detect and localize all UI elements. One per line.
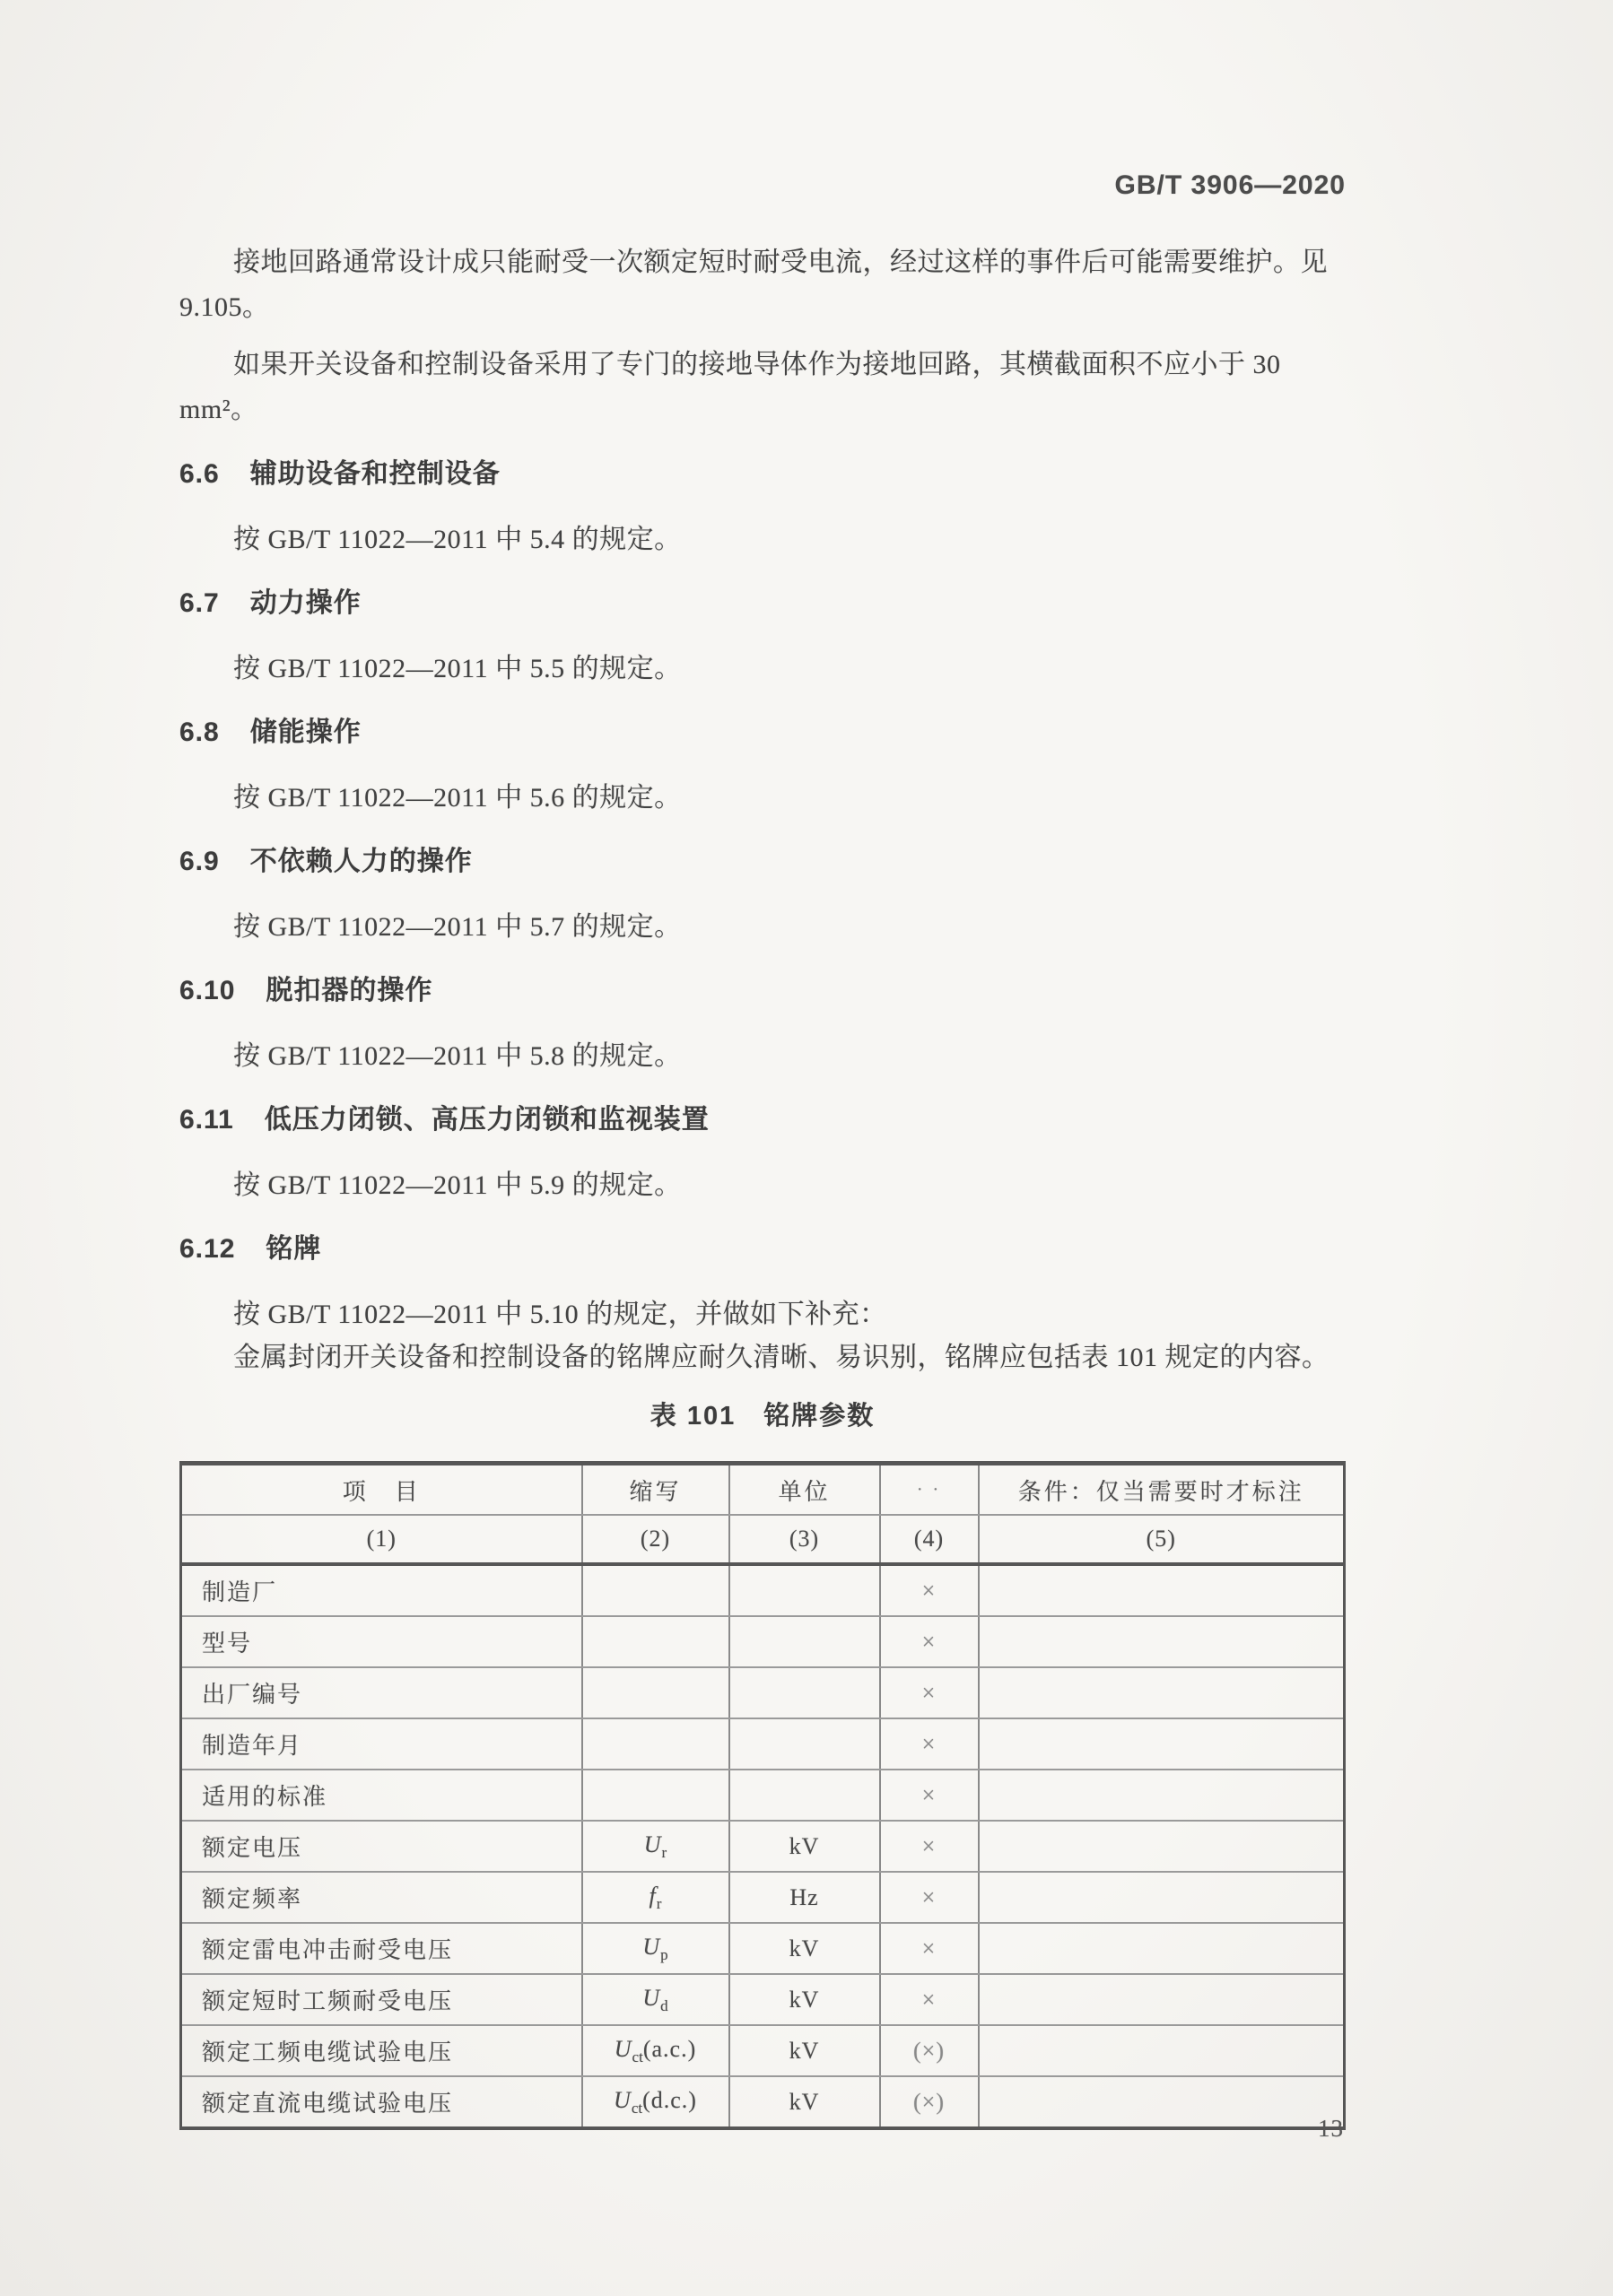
cell-unit: kV xyxy=(729,2025,880,2076)
cell-abbreviation: $U_d$ xyxy=(582,1974,729,2025)
cell-item: 额定直流电缆试验电压 xyxy=(181,2076,582,2128)
cell-mark: (×) xyxy=(880,2076,979,2128)
column-header: · · xyxy=(880,1464,979,1516)
column-header: 项 目 xyxy=(181,1464,582,1516)
cell-unit xyxy=(729,1718,880,1770)
cell-item: 额定频率 xyxy=(181,1872,582,1923)
cell-abbreviation xyxy=(582,1667,729,1718)
section-paragraph: 金属封闭开关设备和控制设备的铭牌应耐久清晰、易识别，铭牌应包括表 101 规定的内容。 xyxy=(233,1343,1330,1372)
section-paragraph: 按 GB/T 11022—2011 中 5.7 的规定。 xyxy=(233,912,682,942)
cell-abbreviation: $U_{ct}(a.c.)$ xyxy=(582,2025,729,2076)
cell-item: 制造年月 xyxy=(181,1718,582,1770)
table-row xyxy=(181,1667,1345,1718)
section-6.9 xyxy=(179,843,1346,949)
column-header: 缩写 xyxy=(582,1464,729,1516)
section-heading xyxy=(179,1101,1346,1139)
section-6.7 xyxy=(179,585,1346,691)
cell-item: 额定短时工频耐受电压 xyxy=(181,1974,582,2025)
section-number: 6.8 xyxy=(179,718,220,747)
column-index: (3) xyxy=(729,1515,880,1564)
section-heading xyxy=(179,456,1346,493)
cell-unit: kV xyxy=(729,1923,880,1974)
cell-item: 额定雷电冲击耐受电压 xyxy=(181,1923,582,1974)
cell-condition xyxy=(979,1616,1345,1667)
cell-condition xyxy=(979,1667,1345,1718)
column-header: 条件：仅当需要时才标注 xyxy=(979,1464,1345,1516)
section-heading xyxy=(179,972,1346,1010)
cell-abbreviation: $f_r$ xyxy=(582,1872,729,1923)
cell-mark: × xyxy=(880,1974,979,2025)
cell-mark: × xyxy=(880,1770,979,1821)
nameplate-table xyxy=(179,1461,1346,2130)
section-number: 6.7 xyxy=(179,588,220,618)
cell-item: 适用的标准 xyxy=(181,1770,582,1821)
table-row xyxy=(181,1821,1345,1872)
cell-unit xyxy=(729,1667,880,1718)
column-index: (1) xyxy=(181,1515,582,1564)
cell-abbreviation: $U_r$ xyxy=(582,1821,729,1872)
cell-mark: × xyxy=(880,1923,979,1974)
section-title: 不依赖人力的操作 xyxy=(249,847,473,876)
cell-item: 额定电压 xyxy=(181,1821,582,1872)
cell-mark: × xyxy=(880,1616,979,1667)
cell-condition xyxy=(979,1718,1345,1770)
cell-abbreviation xyxy=(582,1718,729,1770)
cell-item: 型号 xyxy=(181,1616,582,1667)
section-paragraph: 按 GB/T 11022—2011 中 5.10 的规定，并做如下补充： xyxy=(233,1300,887,1329)
cell-unit: kV xyxy=(729,1821,880,1872)
sections xyxy=(179,456,1346,1379)
page-content xyxy=(179,0,1346,2130)
cell-abbreviation xyxy=(582,1564,729,1616)
section-paragraph: 按 GB/T 11022—2011 中 5.4 的规定。 xyxy=(233,525,682,554)
section-title: 脱扣器的操作 xyxy=(266,976,433,1005)
cell-mark: × xyxy=(880,1718,979,1770)
table-title: 表 101 铭牌参数 xyxy=(650,1402,876,1431)
cell-condition xyxy=(979,1770,1345,1821)
cell-unit: kV xyxy=(729,1974,880,2025)
cell-condition xyxy=(979,1821,1345,1872)
table-row xyxy=(181,1718,1345,1770)
section-paragraph: 按 GB/T 11022—2011 中 5.8 的规定。 xyxy=(233,1041,682,1071)
section-heading xyxy=(179,585,1346,622)
column-index: (5) xyxy=(979,1515,1345,1564)
cell-item: 制造厂 xyxy=(181,1564,582,1616)
cell-mark: × xyxy=(880,1667,979,1718)
section-number: 6.10 xyxy=(179,976,236,1005)
column-header: 单位 xyxy=(729,1464,880,1516)
cell-condition xyxy=(979,1564,1345,1616)
table-index-row xyxy=(181,1515,1345,1564)
section-heading xyxy=(179,843,1346,881)
cell-mark: × xyxy=(880,1564,979,1616)
cell-unit: kV xyxy=(729,2076,880,2128)
cell-abbreviation xyxy=(582,1770,729,1821)
cell-unit xyxy=(729,1564,880,1616)
cell-item: 出厂编号 xyxy=(181,1667,582,1718)
intro-paragraph-2: 如果开关设备和控制设备采用了专门的接地导体作为接地回路，其横截面积不应小于 30 mm²。 xyxy=(179,350,1281,424)
cell-abbreviation: $U_{ct}(d.c.)$ xyxy=(582,2076,729,2128)
cell-unit: Hz xyxy=(729,1872,880,1923)
section-heading xyxy=(179,714,1346,752)
cell-unit xyxy=(729,1770,880,1821)
section-title: 辅助设备和控制设备 xyxy=(249,459,501,489)
doc-number: GB/T 3906—2020 xyxy=(1114,170,1346,200)
cell-abbreviation: $U_p$ xyxy=(582,1923,729,1974)
section-paragraph: 按 GB/T 11022—2011 中 5.6 的规定。 xyxy=(233,783,682,813)
section-heading xyxy=(179,1231,1346,1268)
table-body xyxy=(181,1564,1345,2128)
section-number: 6.6 xyxy=(179,459,220,489)
section-title: 动力操作 xyxy=(249,588,362,618)
section-6.11 xyxy=(179,1101,1346,1207)
cell-mark: × xyxy=(880,1872,979,1923)
column-index: (2) xyxy=(582,1515,729,1564)
cell-condition xyxy=(979,1872,1345,1923)
table-row xyxy=(181,2025,1345,2076)
section-title: 储能操作 xyxy=(249,718,362,747)
section-number: 6.9 xyxy=(179,847,220,876)
cell-mark: × xyxy=(880,1821,979,1872)
table-row xyxy=(181,2076,1345,2128)
section-6.8 xyxy=(179,714,1346,820)
cell-unit xyxy=(729,1616,880,1667)
intro-paragraph-1: 接地回路通常设计成只能耐受一次额定短时耐受电流，经过这样的事件后可能需要维护。见 9.105。 xyxy=(179,248,1328,322)
cell-condition xyxy=(979,1923,1345,1974)
section-paragraph: 按 GB/T 11022—2011 中 5.5 的规定。 xyxy=(233,654,682,683)
section-number: 6.11 xyxy=(179,1105,234,1135)
table-row xyxy=(181,1974,1345,2025)
table-row xyxy=(181,1872,1345,1923)
cell-mark: (×) xyxy=(880,2025,979,2076)
cell-condition xyxy=(979,2076,1345,2128)
table-row xyxy=(181,1564,1345,1616)
section-title: 铭牌 xyxy=(266,1234,322,1264)
cell-item: 额定工频电缆试验电压 xyxy=(181,2025,582,2076)
column-index: (4) xyxy=(880,1515,979,1564)
section-title: 低压力闭锁、高压力闭锁和监视装置 xyxy=(264,1105,710,1135)
table-row xyxy=(181,1923,1345,1974)
page-number: 13 xyxy=(1318,2115,1344,2142)
section-6.6 xyxy=(179,456,1346,561)
section-number: 6.12 xyxy=(179,1234,236,1264)
cell-condition xyxy=(979,2025,1345,2076)
cell-condition xyxy=(979,1974,1345,2025)
section-6.10 xyxy=(179,972,1346,1078)
table-row xyxy=(181,1770,1345,1821)
cell-abbreviation xyxy=(582,1616,729,1667)
section-6.12 xyxy=(179,1231,1346,1379)
table-row xyxy=(181,1616,1345,1667)
table-header-row xyxy=(181,1464,1345,1516)
section-paragraph: 按 GB/T 11022—2011 中 5.9 的规定。 xyxy=(233,1170,682,1200)
